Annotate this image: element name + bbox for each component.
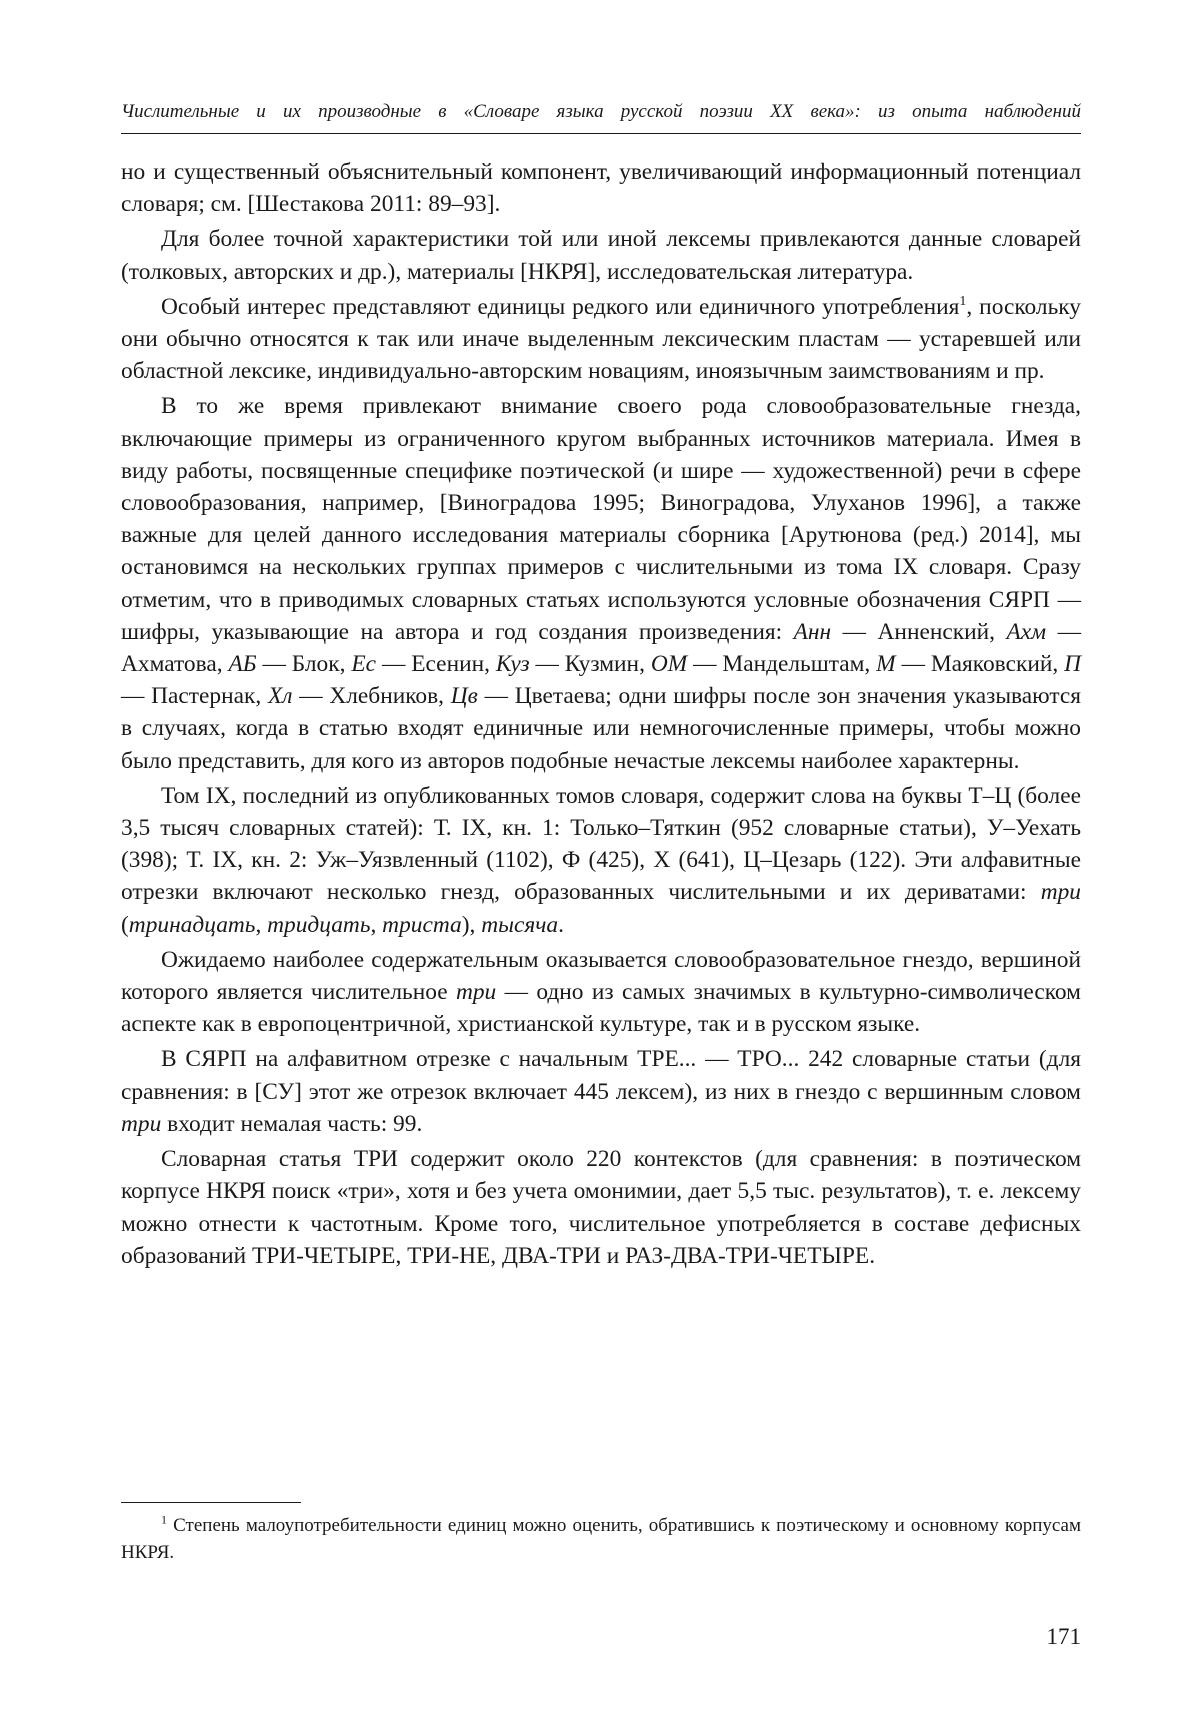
paragraph-6 [121,944,1081,1041]
paragraph-2: Для более точной характеристики той или иной лексемы привлекаются данные словарей (толковых, авторских и др.), материалы [НКРЯ], исследовательская литература. [121,226,1081,285]
cipher-om: ОМ [650,651,688,678]
period: . [558,911,564,938]
paragraph-3-text-a: Особый интерес представляют единицы редкого или единичного употребления [161,293,960,320]
header-rule [121,133,1081,134]
cipher-m: М [876,651,896,678]
paragraph-1: но и существенный объяснительный компонент, увеличивающий информационный потенциал словаря; см. [Шестакова 2011: 89–93]. [121,159,1081,218]
paragraph-4-text: В то же время привлекают внимание своего рода словообразовательные гнезда, включающие примеры из ограниченного кругом выбранных источников материала. Имея в виду работы, посвященные специфике поэтической (и шире — художественной) речи в сфере словообразования, например, [Виноградова 1995; Виноградова, Улуханов 1996], а также важные для целей данного исследования материалы сборника [Арутюнова (ред.) 2014], мы остановимся на нескольких группах примеров с числительными из тома IX словаря. Сразу отметим, что в приводимых словарных статьях используются условные обозначения СЯРП — шифры, указывающие на автора и год создания произведения: [121,393,1081,645]
cipher-es-desc: — Есенин, [376,651,496,678]
word-tri: три [121,1110,162,1137]
footnote-reference: 1 [959,294,967,310]
paragraph-6-text-b: — одно из самых значимых в культурно-символическом аспекте как в европоцентричной, христианской культуре, так и в русском языке. [121,979,1081,1038]
cipher-ab-desc: — Блок, [256,651,352,678]
word-tysyacha: тысяча [481,911,559,938]
word-tri: три [455,979,497,1006]
paragraph-3 [121,291,1081,388]
paragraph-8: Словарная статья ТРИ содержит около 220 контекстов (для сравнения: в поэтическом корпусе НКРЯ поиск «три», хотя и без учета омонимии, дает 5,5 тыс. результатов), т. е. лексему можно отнести к частотным. Кроме того, числительное употребляется в составе дефисных образований ТРИ-ЧЕТЫРЕ, ТРИ-НЕ, ДВА-ТРИ и РАЗ-ДВА-ТРИ-ЧЕТЫРЕ. [121,1146,1081,1269]
word-tridcat: тридцать [267,911,371,938]
paragraph-4 [121,390,1081,776]
footnote-text: Степень малоупотребительности единиц можно оценить, обратившись к поэтическому и основному корпусам НКРЯ. [121,1515,1081,1563]
footnote-marker: 1 [161,1512,167,1527]
cipher-es: Ес [351,651,377,678]
page-number: 171 [1046,1624,1081,1649]
word-trinadcat: тринадцать [128,911,256,938]
cipher-cv: Цв [450,683,478,710]
cipher-ahm: Ахм [1006,618,1047,645]
body-text [121,156,1081,1272]
paragraph-3-text-b: , поскольку они обычно относятся к так или иначе выделенным лексическим пластам — устаревшей или областной лексике, индивидуально-авторским новациям, иноязычным заимствованиям и пр. [121,293,1081,385]
paragraph-5-text: Том IX, последний из опубликованных томов словаря, содержит слова на буквы Т–Ц (более 3,5 тысяч словарных статей): Т. IX, кн. 1: Только–Тяткин (952 словарные статьи), У–Уехать (398); Т. IX, кн. 2: Уж–Уязвленный (1102), Ф (425), Х (641), Ц–Цезарь (122). Эти алфавитные отрезки включают несколько гнезд, образованных числительными и их дериватами: [121,782,1081,906]
footnote-rule [121,1502,301,1503]
cipher-p-desc: — Пастернак, [121,683,268,710]
word-tri: три [1040,879,1081,906]
comma-1: , [255,911,268,938]
cipher-kuz-desc: — Кузмин, [529,651,651,678]
cipher-cv-desc: — Цветаева; одни шифры после зон значения указываются в случаях, когда в статью входят единичные или немногочисленные примеры, чтобы можно было представить, для кого из авторов подобные нечастые лексемы наиболее характерны. [121,683,1081,774]
cipher-hl: Хл [267,683,293,710]
paren-close: ), [461,911,482,938]
word-trista: триста [382,911,462,938]
cipher-ab: АБ [228,651,257,678]
paren-open: ( [121,911,129,938]
cipher-p: П [1064,651,1082,678]
running-header: Числительные и их производные в «Словаре языка русской поэзии XX века»: из опыта наблюдений [121,101,1081,122]
cipher-om-desc: — Мандельштам, [687,651,877,678]
footnote [121,1512,1081,1566]
paragraph-7 [121,1043,1081,1140]
paragraph-6-text-a: Ожидаемо наиболее содержательным оказывается словообразовательное гнездо, вершиной которого является числительное [121,946,1081,1006]
paragraph-7-text-b: входит немалая часть: 99. [161,1110,423,1137]
cipher-ahm-desc: — Ахматова, [121,618,1082,678]
cipher-ann: Анн [793,618,832,645]
cipher-ann-desc: — Анненский, [831,618,1007,645]
cipher-m-desc: — Маяковский, [895,651,1065,678]
paragraph-7-text-a: В СЯРП на алфавитном отрезке с начальным ТРЕ... — ТРО... 242 словарные статьи (для сравнения: в [СУ] этот же отрезок включает 445 лексем), из них в гнездо с вершинным словом [121,1046,1081,1105]
cipher-hl-desc: — Хлебников, [292,683,451,710]
paragraph-5 [121,780,1081,941]
comma-2: , [370,911,383,938]
cipher-kuz: Куз [495,651,530,678]
